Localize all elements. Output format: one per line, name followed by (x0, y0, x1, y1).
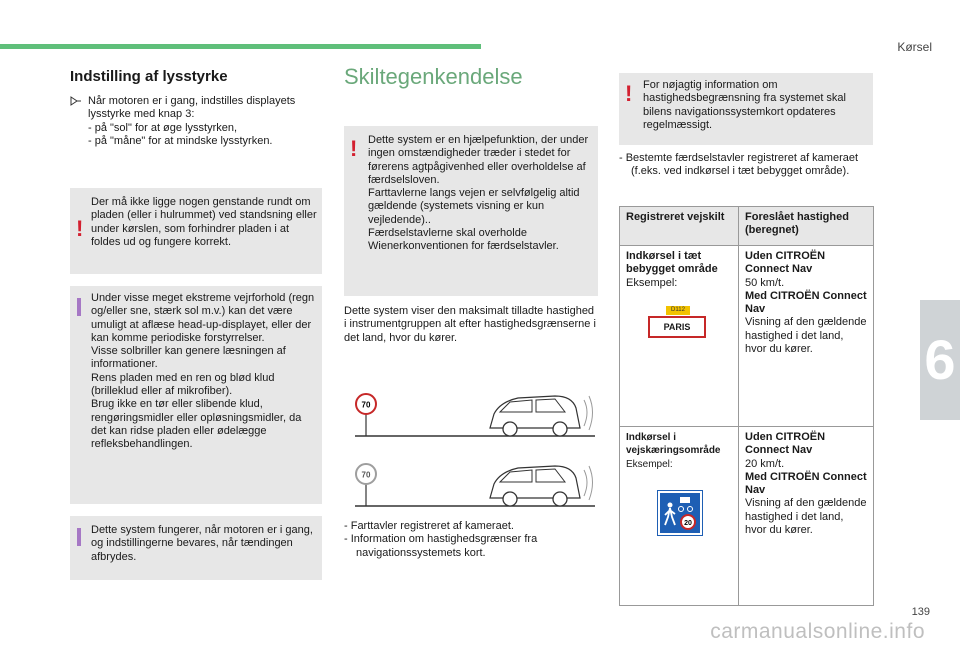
info-box-settings (70, 516, 322, 580)
example-label: Eksempel: (626, 458, 673, 470)
info-icon (77, 298, 81, 316)
speed-line: 20 km/t. (745, 457, 785, 470)
watermark: carmanualsonline.info (710, 620, 925, 643)
sign-text: PARIS (648, 316, 706, 338)
warning-paragraph: Færdselstavlerne skal overholde Wienerkonventionen for færdselstavler. (368, 227, 559, 253)
info-paragraph: Rens pladen med en ren og blød klud (brilleklud eller af mikrofiber). (91, 371, 275, 398)
table-header-cell: Registreret vejskilt (620, 207, 739, 246)
sign-title: Indkørsel i vejskæringsområde (626, 432, 721, 457)
table-cell-sign (620, 427, 739, 606)
section-title-brightness: Indstilling af lysstyrke (70, 68, 228, 85)
zone-speed-value: 20 (684, 519, 692, 527)
speed-line: Visning af den gældende hastighed i det land, hvor du kører. (745, 316, 867, 356)
speed-line: Visning af den gældende hastighed i det land, hvor du kører. (745, 497, 867, 537)
speed-sign-value: 70 (361, 400, 371, 410)
warning-paragraph: Farttavlerne langs vejen er selvfølgelig altid gældende (systemets visning er kun vejledende).. (368, 187, 580, 226)
warning-text: For nøjagtig information om hastighedsbegrænsning fra systemet skal bilens navigationssystemkort opdateres regelmæssigt. (643, 79, 846, 131)
sign-code: D112 (666, 306, 690, 315)
warning-icon: ! (350, 136, 358, 161)
table-cell-sign (620, 246, 739, 427)
warning-paragraph: Dette system er en hjælpefunktion, der under ingen omstændigheder træder i stedet for førerens agtpågivenhed eller overholdelse af færdselsloven. (368, 134, 589, 186)
warning-box-sign-recognition (344, 126, 598, 296)
table-cell-speed (739, 246, 874, 427)
intro-paragraph: Dette system viser den maksimalt tilladte hastighed i instrumentgruppen alt efter hastighedsgrænserne i det land, hvor du kører. (344, 305, 596, 344)
speed-line: 50 km/t. (745, 276, 785, 289)
list-item: - Farttavler registreret af kameraet. (344, 520, 514, 532)
sign-title: Indkørsel i tæt bebygget område (626, 250, 718, 276)
info-paragraph: Brug ikke en tør eller slibende klud, rengøringsmidler eller opløsningsmidler, da det kan ridse pladen eller ødelægge refleksbehandlingen. (91, 398, 302, 451)
page-number: 139 (911, 606, 930, 618)
table-header-cell: Foreslået hastighed (beregnet) (739, 207, 874, 246)
step-sun: - på "sol" for at øge lysstyrken, (88, 121, 238, 134)
header-accent-bar (0, 44, 481, 49)
warning-icon: ! (76, 216, 84, 241)
speed-line: Uden CITROËN Connect Nav (745, 250, 826, 276)
paris-sign-icon (648, 306, 708, 340)
info-text: Dette system fungerer, når motoren er i gang, og indstillingerne bevares, når tændingen afbrydes. (91, 524, 313, 563)
speed-line: Med CITROËN Connect Nav (745, 289, 867, 316)
info-box-visibility (70, 286, 322, 504)
example-label: Eksempel: (626, 276, 678, 289)
table-row (620, 246, 874, 427)
section-title-sign-recognition: Skiltegenkendelse (344, 64, 523, 89)
table-row (620, 427, 874, 606)
warning-text: Der må ikke ligge nogen genstande rundt om pladen (eller i hulrummet) ved standsning eller under kørslen, som forhindrer pladen i at foldes ud og fungere korrekt. (91, 196, 317, 248)
warning-box-plate (70, 188, 322, 274)
step-text: Når motoren er i gang, indstilles displayets lysstyrke med knap 3: (88, 95, 296, 121)
table-cell-speed (739, 427, 874, 606)
shared-zone-sign-icon (658, 491, 702, 535)
step-moon: - på "måne" for at mindske lysstyrken. (88, 134, 273, 147)
speed-line: Med CITROËN Connect Nav (745, 470, 867, 497)
speed-sign-value-2: 70 (361, 470, 371, 480)
warning-box-navigation (619, 73, 873, 145)
detected-signs-bullet: - Bestemte færdselstavler registreret af kameraet (f.eks. ved indkørsel i tæt bebygget område). (619, 152, 859, 178)
info-paragraph: Visse solbriller kan genere læsningen af informationer. (91, 345, 286, 371)
chapter-number: 6 (924, 328, 956, 391)
speed-line: Uden CITROËN Connect Nav (745, 431, 826, 457)
warning-icon: ! (625, 81, 633, 106)
warning-text (368, 134, 590, 254)
list-item: - Information om hastighedsgrænser fra navigationssystemets kort. (344, 533, 538, 559)
brightness-steps (70, 95, 320, 148)
info-text (91, 292, 317, 452)
info-paragraph: Under visse meget ekstreme vejrforhold (regn og/eller sne, stærk sol m.v.) kan det være umuligt at aflæse head-up-displayet, eller der kan komme periodiske forstyrrelser. (91, 292, 315, 344)
info-icon (77, 528, 81, 546)
speed-table (619, 206, 874, 606)
section-label: Kørsel (897, 40, 932, 54)
table-header-row (620, 207, 874, 246)
arrow-bullet-icon (70, 95, 82, 111)
sources-list (344, 520, 599, 560)
sign-recognition-illustration (350, 378, 600, 518)
